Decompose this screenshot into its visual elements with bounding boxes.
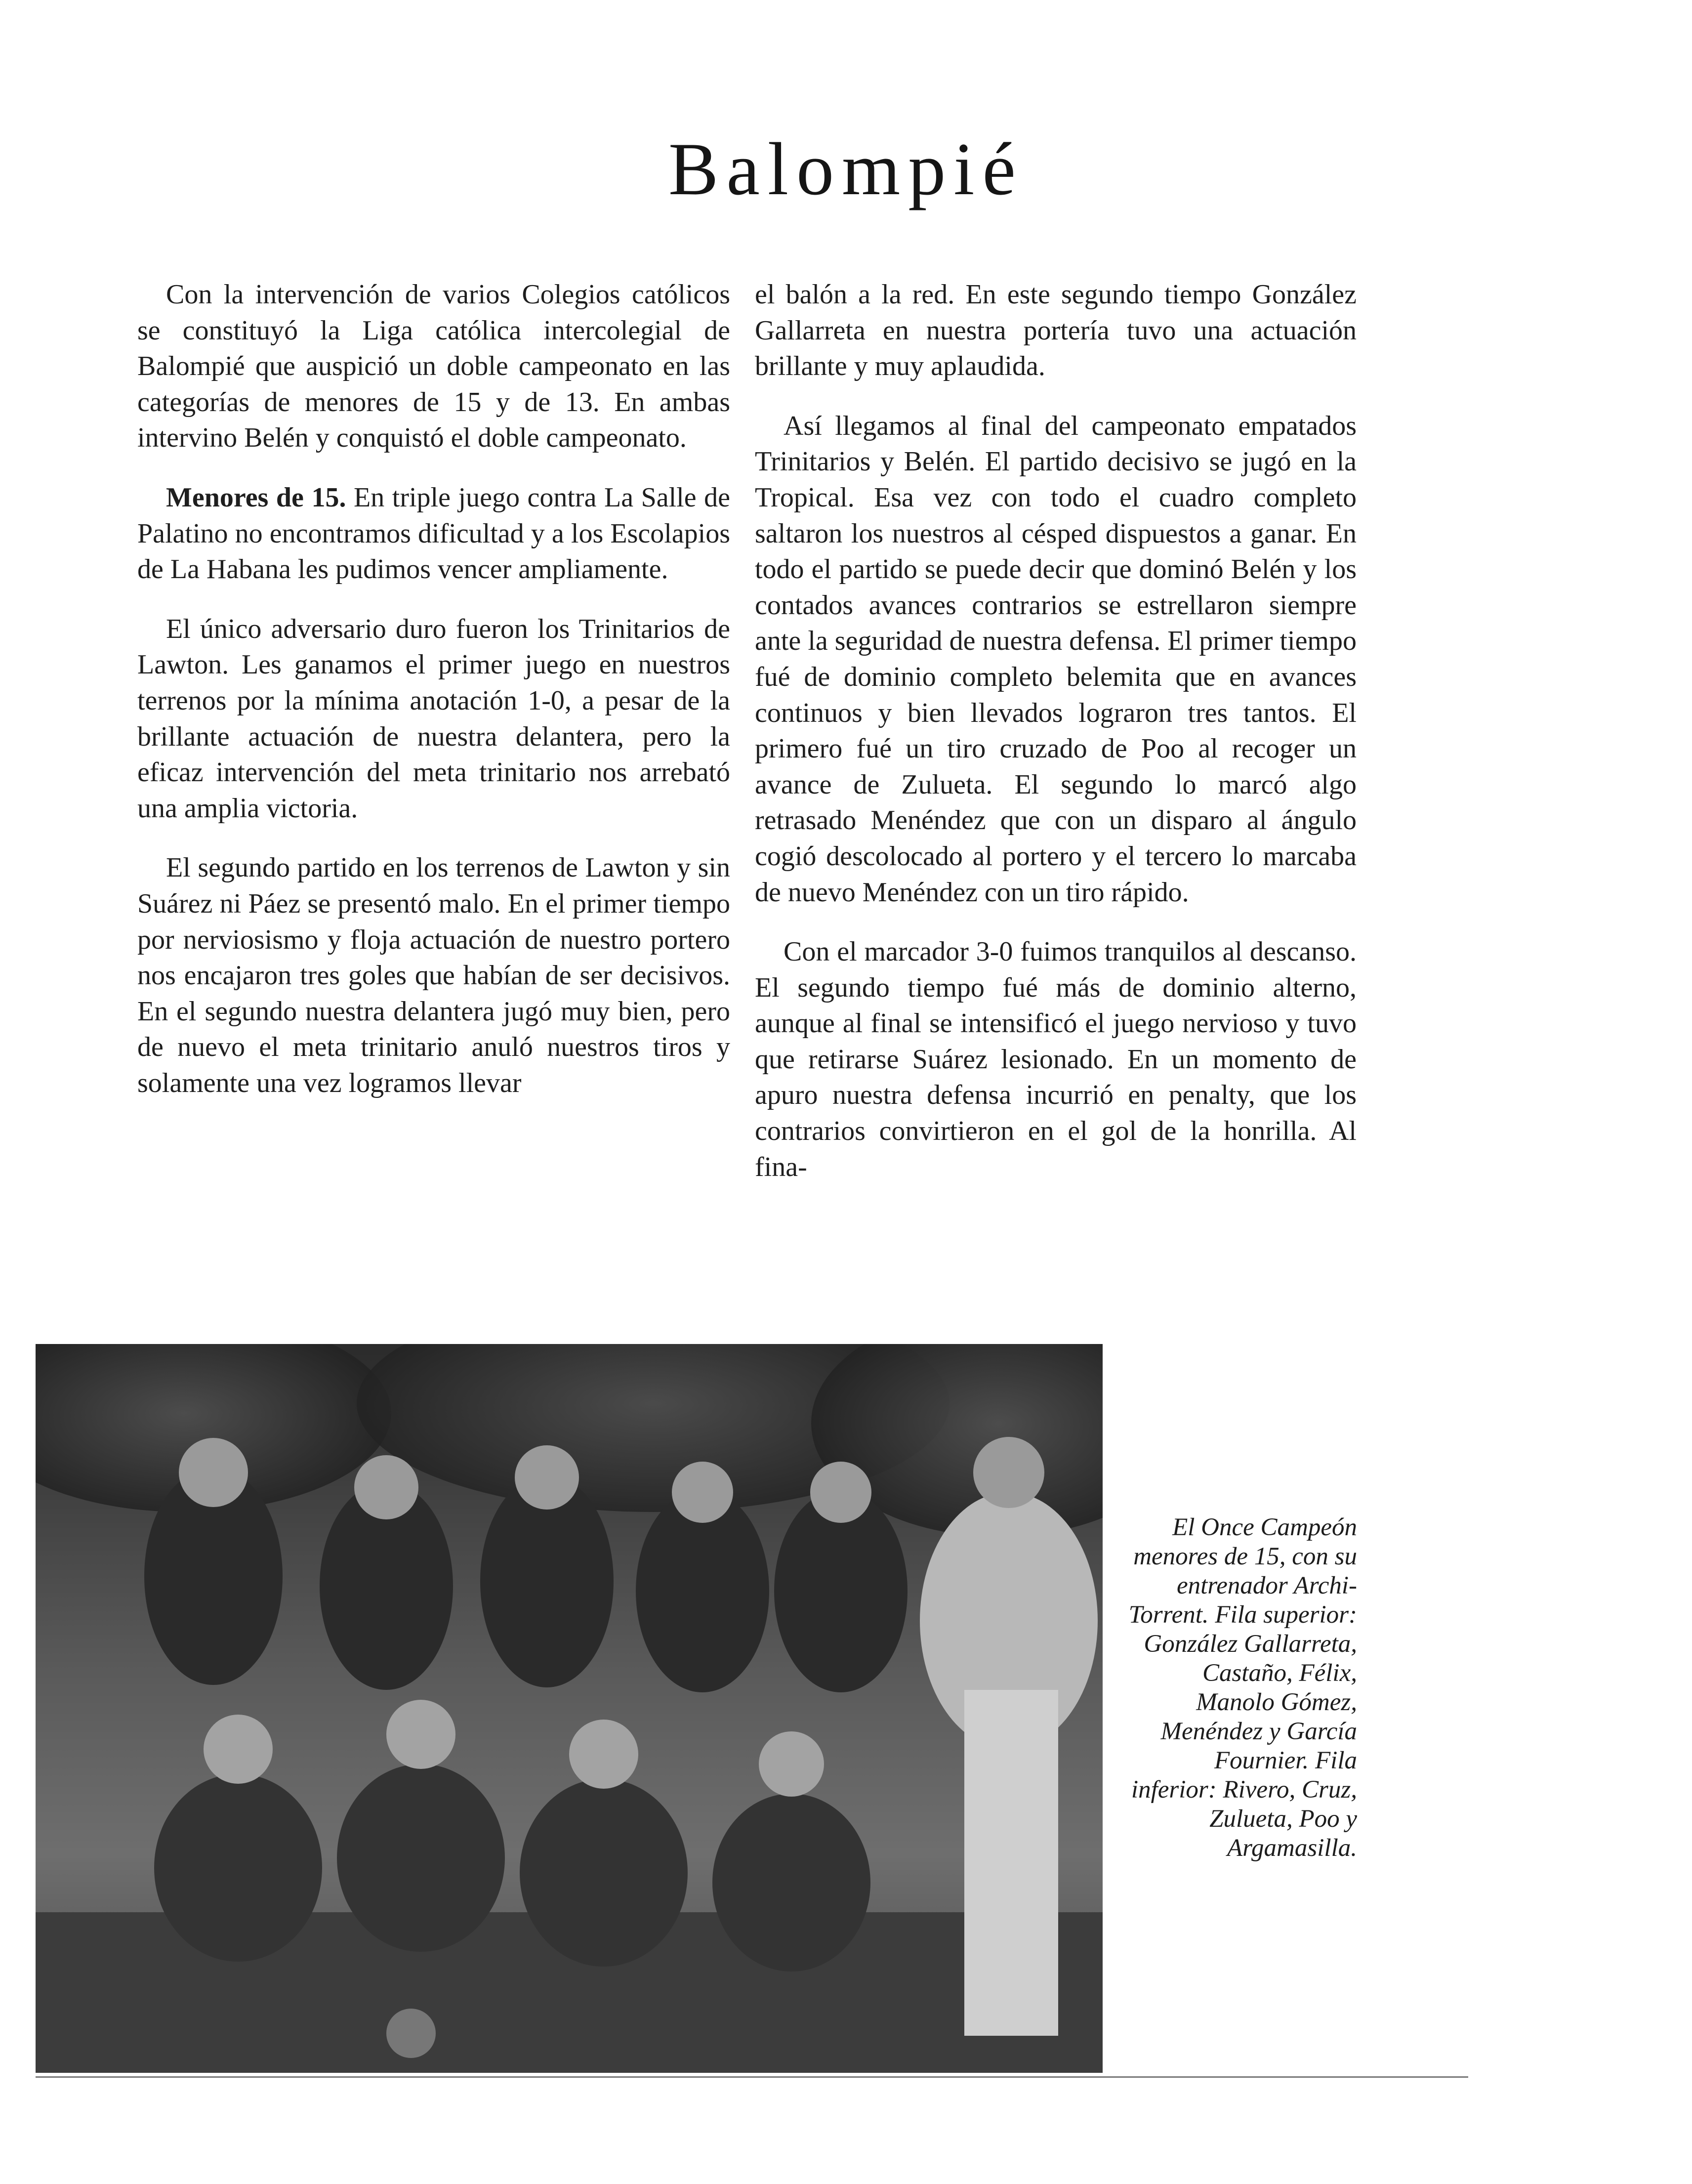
paragraph: el balón a la red. En este segundo tiempo González Gallarreta en nuestra portería tuvo una actuación brillante y muy aplaudida. (755, 279, 1357, 382)
page-title: Balompié (668, 127, 1024, 210)
paragraph-text: En triple juego contra La Salle de Palatino no encontramos dificultad y a los Escolapios de La Habana les pudimos vencer ampliamente. (137, 482, 730, 585)
left-column (137, 277, 730, 1125)
paragraph: Con la intervención de varios Colegios católicos se constituyó la Liga católica intercolegial de Balompié que auspició un doble campeonato en las categorías de menores de 15 y de 13. En ambas intervino Belén y conquistó el doble campeonato. (137, 279, 730, 454)
team-photo (36, 1344, 1103, 2073)
section-lead: Menores de 15. (166, 482, 346, 513)
right-column (755, 277, 1357, 1209)
paragraph: El segundo partido en los terrenos de Lawton y sin Suárez ni Páez se presentó malo. En el primer tiempo por nerviosismo y floja actuación de nuestro portero nos encajaron tres goles que habían de ser decisivos. En el segundo nuestra delantera jugó muy bien, pero de nuevo el meta trinitario anuló nuestros tiros y solamente una vez logramos llevar (137, 852, 730, 1098)
photo-caption: El Once Campeón menores de 15, con su entrenador Archi-Torrent. Fila superior: González Gallarreta, Castaño, Félix, Manolo Gómez, Menéndez y García Fournier. Fila inferior: Rivero, Cruz, Zulueta, Poo y Argamasilla. (1128, 1513, 1357, 1862)
paragraph (137, 480, 730, 588)
paragraph: Así llegamos al final del campeonato empatados Trinitarios y Belén. El partido decisivo se jugó en la Tropical. Esa vez con todo el cuadro completo saltaron los nuestros al césped dispuestos a ganar. En todo el partido se puede decir que dominó Belén y los contados avances contrarios se estrellaron siempre ante la seguridad de nuestra defensa. El primer tiempo fué de dominio completo belemita que en avances continuos y bien llevados lograron tres tantos. El primero fué un tiro cruzado de Poo al recoger un avance de Zulueta. El segundo lo marcó algo retrasado Menéndez que con un disparo al ángulo cogió descolocado al portero y el tercero lo marcaba de nuevo Menéndez con un tiro rápido. (755, 410, 1357, 908)
paragraph: El único adversario duro fueron los Trinitarios de Lawton. Les ganamos el primer juego en nuestros terrenos por la mínima anotación 1-0, a pesar de la brillante actuación de nuestra delantera, pero la eficaz intervención del meta trinitario nos arrebató una amplia victoria. (137, 613, 730, 824)
paragraph: Con el marcador 3-0 fuimos tranquilos al descanso. El segundo tiempo fué más de dominio alterno, aunque al final se intensificó el juego nervioso y tuvo que retirarse Suárez lesionado. En un momento de apuro nuestra defensa incurrió en penalty, que los contrarios convirtieron en el gol de la honrilla. Al fina- (755, 936, 1357, 1182)
divider (36, 2076, 1468, 2078)
